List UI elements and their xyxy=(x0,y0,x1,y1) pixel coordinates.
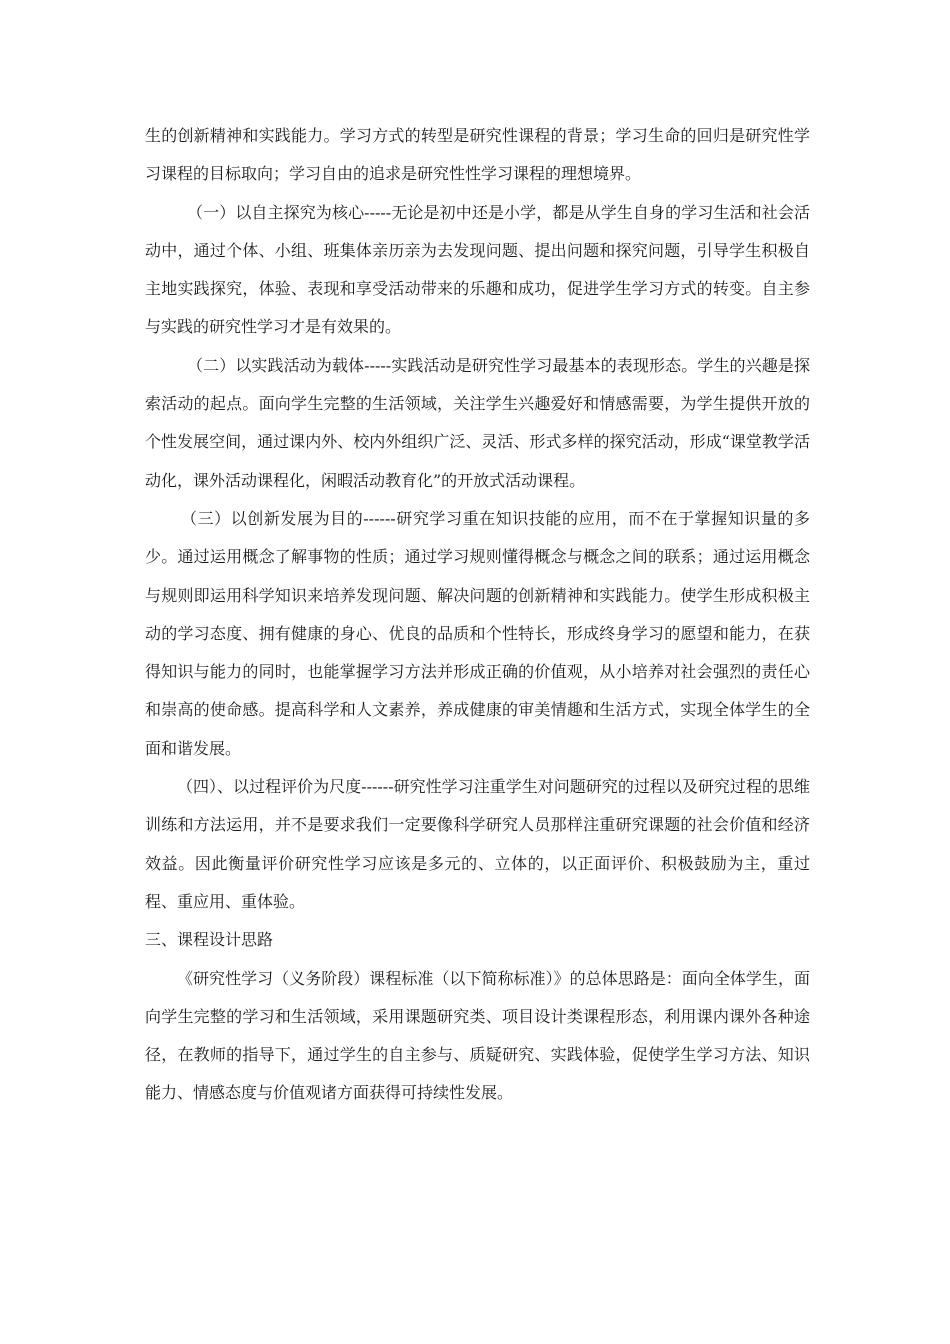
paragraph-section-4: （四）、以过程评价为尺度------研究性学习注重学生对问题研究的过程以及研究过程的思维训练和方法运用，并不是要求我们一定要像科学研究人员那样注重研究课题的社会价值和经济效益。因此衡量评价研究性学习应该是多元的、立体的，以正面评价、积极鼓励为主，重过程、重应用、重体验。 xyxy=(145,777,810,911)
paragraph-section-2: （二）以实践活动为载体-----实践活动是研究性学习最基本的表现形态。学生的兴趣是探索活动的起点。面向学生完整的生活领域，关注学生兴趣爱好和情感需要，为学生提供开放的个性发展空间，通过课内外、校内外组织广泛、灵活、形式多样的探究活动，形成“课堂教学活动化，课外活动课程化，闲暇活动教育化”的开放式活动课程。 xyxy=(145,355,810,490)
document-body xyxy=(145,117,810,1113)
paragraph-course-design: 《研究性学习（义务阶段）课程标准（以下简称标准）》的总体思路是：面向全体学生，面向学生完整的学习和生活领域，采用课题研究类、项目设计类课程形态，利用课内课外各种途径，在教师的指导下，通过学生的自主参与、质疑研究、实践体验，促使学生学习方法、知识能力、情感态度与价值观诸方面获得可持续性发展。 xyxy=(145,968,810,1103)
paragraph-section-3: （三）以创新发展为目的------研究学习重在知识技能的应用，而不在于掌握知识量的多少。通过运用概念了解事物的性质；通过学习规则懂得概念与概念之间的联系；通过运用概念与规则即运用科学知识来培养发现问题、解决问题的创新精神和实践能力。使学生形成积极主动的学习态度、拥有健康的身心、优良的品质和个性特长，形成终身学习的愿望和能力，在获得知识与能力的同时，也能掌握学习方法并形成正确的价值观，从小培养对社会强烈的责任心和崇高的使命感。提高科学和人文素养，养成健康的审美情趣和生活方式，实现全体学生的全面和谐发展。 xyxy=(145,508,810,758)
section-heading-course-design: 三、课程设计思路 xyxy=(145,930,274,950)
paragraph-intro-continuation: 生的创新精神和实践能力。学习方式的转型是研究性课程的背景；学习生命的回归是研究性学习课程的目标取向；学习自由的追求是研究性性学习课程的理想境界。 xyxy=(145,126,810,184)
paragraph-section-1: （一）以自主探究为核心-----无论是初中还是小学，都是从学生自身的学习生活和社会活动中，通过个体、小组、班集体亲历亲为去发现问题、提出问题和探究问题，引导学生积极自主地实践探究，体验、表现和享受活动带来的乐趣和成功，促进学生学习方式的转变。自主参与实践的研究性学习才是有效果的。 xyxy=(145,202,810,337)
